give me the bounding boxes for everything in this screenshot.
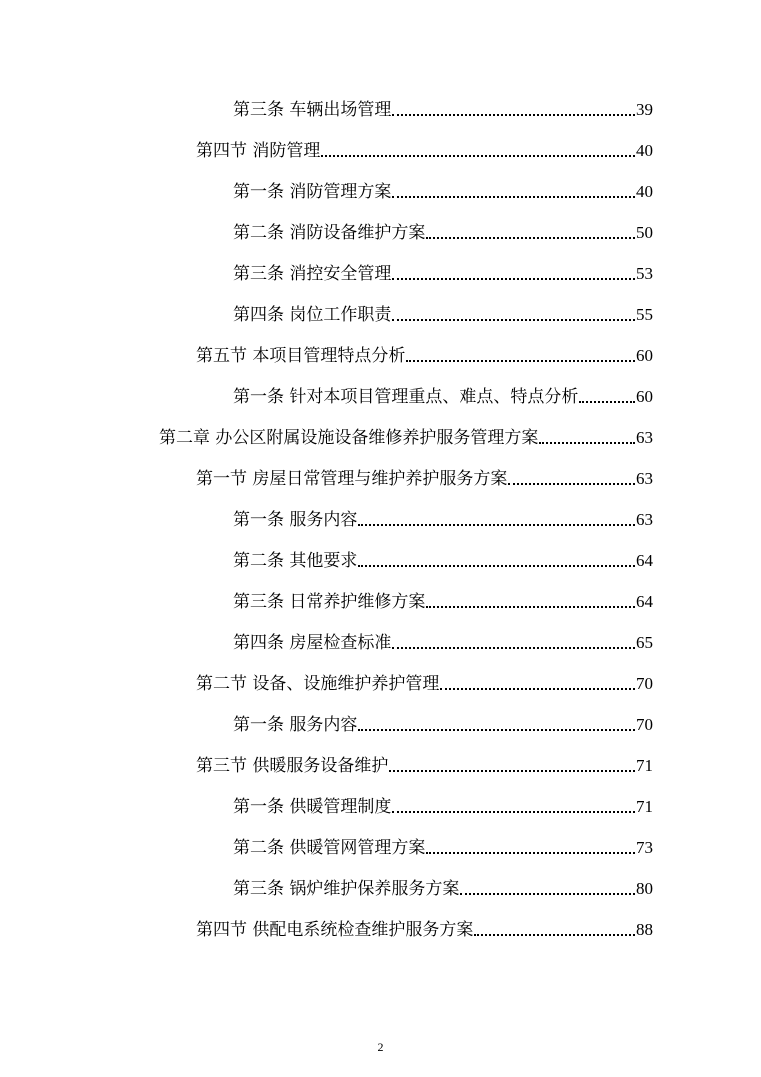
toc-entry[interactable] [233,295,653,325]
toc-leader-dots [392,277,635,280]
toc-entry-title: 第一条 消防管理方案 [233,182,392,202]
toc-entry[interactable] [233,582,653,612]
toc-leader-dots [321,154,635,157]
toc-entry-title: 第四条 房屋检查标准 [233,633,392,653]
toc-entry-page: 70 [636,715,653,734]
toc-entry-page: 70 [636,674,653,693]
toc-entry[interactable] [196,131,653,161]
toc-entry-title: 第二条 消防设备维护方案 [233,223,426,243]
toc-entry-title: 第四节 消防管理 [196,141,321,161]
toc-entry-page: 55 [636,305,653,324]
toc-entry-title: 第四节 供配电系统检查维护服务方案 [196,920,474,940]
toc-entry-title: 第一条 服务内容 [233,715,358,735]
toc-entry[interactable] [233,787,653,817]
toc-entry[interactable] [233,377,653,407]
toc-entry-title: 第二条 其他要求 [233,551,358,571]
toc-entry-page: 88 [636,920,653,939]
page-number: 2 [377,1040,384,1054]
toc-entry[interactable] [159,418,653,448]
toc-entry-page: 50 [636,223,653,242]
toc-leader-dots [440,687,635,690]
toc-entry-page: 64 [636,592,653,611]
toc-entry-title: 第四条 岗位工作职责 [233,305,392,325]
toc-entry[interactable] [196,746,653,776]
toc-leader-dots [392,318,635,321]
toc-entry[interactable] [233,500,653,530]
toc-entry-title: 第一条 供暖管理制度 [233,797,392,817]
toc-leader-dots [579,400,635,403]
toc-entry-page: 80 [636,879,653,898]
toc-entry[interactable] [196,336,653,366]
toc-entry[interactable] [233,254,653,284]
toc-leader-dots [358,728,635,731]
toc-entry-page: 71 [636,797,653,816]
toc-entry-page: 65 [636,633,653,652]
toc-leader-dots [426,851,635,854]
toc-entry-title: 第三条 车辆出场管理 [233,100,392,120]
toc-leader-dots [358,523,635,526]
toc-leader-dots [392,113,635,116]
toc-entry-page: 39 [636,100,653,119]
toc-entry-title: 第二条 供暖管网管理方案 [233,838,426,858]
toc-entry-title: 第五节 本项目管理特点分析 [196,346,406,366]
toc-entry[interactable] [233,541,653,571]
toc-entry[interactable] [196,459,653,489]
toc-entry-title: 第一节 房屋日常管理与维护养护服务方案 [196,469,508,489]
toc-leader-dots [392,810,635,813]
toc-entry-page: 63 [636,510,653,529]
toc-entry[interactable] [233,172,653,202]
toc-entry[interactable] [233,705,653,735]
toc-entry[interactable] [196,664,653,694]
toc-entry-page: 64 [636,551,653,570]
toc-entry-title: 第一条 服务内容 [233,510,358,530]
toc-entry[interactable] [233,869,653,899]
toc-entry[interactable] [233,828,653,858]
toc-entry[interactable] [233,623,653,653]
toc-entry[interactable] [196,910,653,940]
toc-entry-title: 第三条 锅炉维护保养服务方案 [233,879,460,899]
toc-entry-page: 60 [636,387,653,406]
toc-leader-dots [426,605,635,608]
toc-entry-title: 第三节 供暖服务设备维护 [196,756,389,776]
toc-entry-title: 第一条 针对本项目管理重点、难点、特点分析 [233,387,579,407]
toc-entry[interactable] [233,90,653,120]
toc-entry-title: 第二节 设备、设施维护养护管理 [196,674,440,694]
toc-entry-page: 60 [636,346,653,365]
toc-leader-dots [406,359,635,362]
toc-entry-page: 40 [636,141,653,160]
toc-leader-dots [460,892,635,895]
toc-entry-title: 第三条 消控安全管理 [233,264,392,284]
toc-leader-dots [508,482,635,485]
toc-entry-title: 第三条 日常养护维修方案 [233,592,426,612]
toc-entry[interactable] [233,213,653,243]
toc-leader-dots [474,933,635,936]
toc-entry-title: 第二章 办公区附属设施设备维修养护服务管理方案 [159,428,539,448]
toc-entry-page: 73 [636,838,653,857]
toc-leader-dots [392,646,635,649]
toc-entry-page: 40 [636,182,653,201]
toc-entry-page: 53 [636,264,653,283]
toc-leader-dots [358,564,635,567]
toc-entry-page: 71 [636,756,653,775]
toc-entry-page: 63 [636,428,653,447]
toc-leader-dots [392,195,635,198]
toc-leader-dots [539,441,635,444]
toc-leader-dots [389,769,635,772]
toc-entry-page: 63 [636,469,653,488]
toc-leader-dots [426,236,635,239]
